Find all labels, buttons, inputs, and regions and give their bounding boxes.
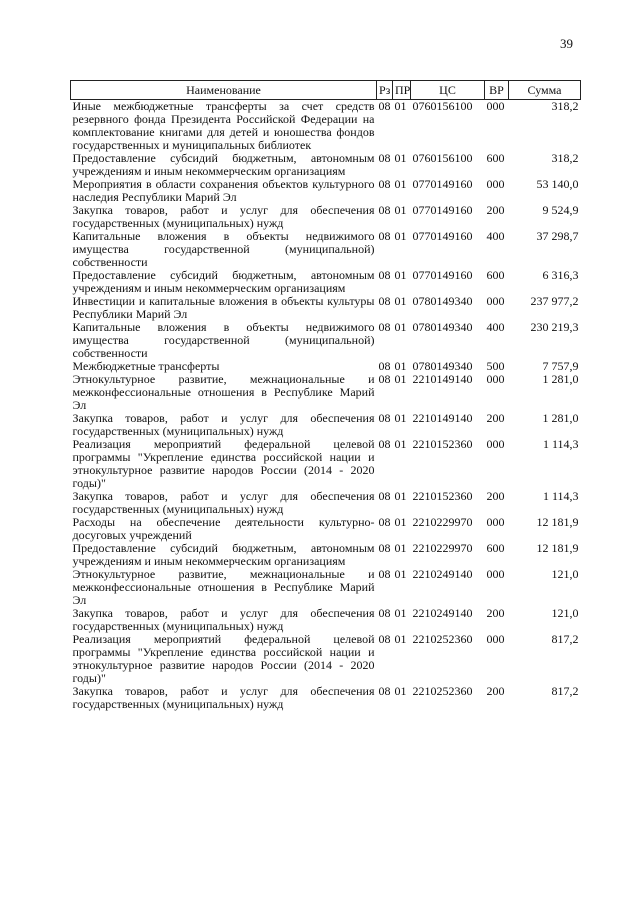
cell-name: Расходы на обеспечение деятельности культурно-досуговых учреждений bbox=[72, 515, 375, 542]
cell-cs: 2210152360 bbox=[412, 437, 473, 451]
cell-sum: 237 977,2 bbox=[530, 294, 579, 308]
cell-rz: 08 bbox=[378, 411, 391, 425]
cell-cs: 0770149160 bbox=[412, 268, 473, 282]
table-row bbox=[71, 321, 581, 360]
cell-vr: 600 bbox=[486, 541, 505, 555]
cell-vr: 000 bbox=[486, 437, 505, 451]
cell-sum: 1 114,3 bbox=[542, 437, 579, 451]
cell-sum: 318,2 bbox=[551, 151, 579, 165]
cell-name: Предоставление субсидий бюджетным, автономным учреждениям и иным некоммерческим организациям bbox=[72, 541, 375, 568]
table-row bbox=[71, 542, 581, 568]
cell-name: Инвестиции и капитальные вложения в объекты культуры Республики Марий Эл bbox=[72, 294, 375, 321]
cell-rz: 08 bbox=[378, 99, 391, 113]
cell-rz: 08 bbox=[378, 684, 391, 698]
cell-pr: 01 bbox=[394, 99, 407, 113]
cell-pr: 01 bbox=[394, 268, 407, 282]
header-pr: ПР bbox=[393, 81, 411, 100]
cell-rz: 08 bbox=[378, 294, 391, 308]
cell-pr: 01 bbox=[394, 684, 407, 698]
cell-sum: 817,2 bbox=[551, 632, 579, 646]
cell-cs: 0770149160 bbox=[412, 229, 473, 243]
cell-rz: 08 bbox=[378, 151, 391, 165]
cell-name: Закупка товаров, работ и услуг для обеспечения государственных (муниципальных) нужд bbox=[72, 411, 375, 438]
cell-rz: 08 bbox=[378, 567, 391, 581]
cell-pr: 01 bbox=[394, 229, 407, 243]
cell-name: Предоставление субсидий бюджетным, автономным учреждениям и иным некоммерческим организациям bbox=[72, 268, 375, 295]
page-number: 39 bbox=[560, 36, 573, 51]
cell-name: Закупка товаров, работ и услуг для обеспечения государственных (муниципальных) нужд bbox=[72, 489, 375, 516]
cell-vr: 600 bbox=[486, 268, 505, 282]
cell-vr: 000 bbox=[486, 294, 505, 308]
cell-name: Закупка товаров, работ и услуг для обеспечения государственных (муниципальных) нужд bbox=[72, 684, 375, 711]
cell-rz: 08 bbox=[378, 268, 391, 282]
cell-cs: 2210229970 bbox=[412, 515, 473, 529]
table-body bbox=[71, 100, 581, 712]
table-header-row bbox=[71, 81, 581, 100]
cell-sum: 121,0 bbox=[551, 606, 579, 620]
cell-cs: 2210149140 bbox=[412, 372, 473, 386]
cell-sum: 1 114,3 bbox=[542, 489, 579, 503]
cell-pr: 01 bbox=[394, 515, 407, 529]
cell-cs: 0780149340 bbox=[412, 294, 473, 308]
cell-pr: 01 bbox=[394, 541, 407, 555]
cell-vr: 200 bbox=[486, 489, 505, 503]
cell-vr: 400 bbox=[486, 320, 505, 334]
cell-vr: 600 bbox=[486, 151, 505, 165]
cell-cs: 2210252360 bbox=[412, 632, 473, 646]
cell-cs: 2210249140 bbox=[412, 606, 473, 620]
header-cs: ЦС bbox=[411, 81, 485, 100]
cell-cs: 0770149160 bbox=[412, 203, 473, 217]
cell-pr: 01 bbox=[394, 320, 407, 334]
cell-rz: 08 bbox=[378, 359, 391, 373]
header-name: Наименование bbox=[71, 81, 377, 100]
cell-rz: 08 bbox=[378, 606, 391, 620]
cell-pr: 01 bbox=[394, 372, 407, 386]
cell-pr: 01 bbox=[394, 567, 407, 581]
cell-sum: 817,2 bbox=[551, 684, 579, 698]
cell-pr: 01 bbox=[394, 437, 407, 451]
cell-cs: 0780149340 bbox=[412, 359, 473, 373]
table-row bbox=[71, 516, 581, 542]
cell-name: Этнокультурное развитие, межнациональные и межконфессиональные отношения в Республике Марий Эл bbox=[72, 372, 375, 412]
cell-rz: 08 bbox=[378, 541, 391, 555]
table-row bbox=[71, 295, 581, 321]
cell-pr: 01 bbox=[394, 294, 407, 308]
cell-name: Капитальные вложения в объекты недвижимого имущества государственной (муниципальной) собственности bbox=[72, 229, 375, 269]
cell-name: Закупка товаров, работ и услуг для обеспечения государственных (муниципальных) нужд bbox=[72, 203, 375, 230]
cell-cs: 2210152360 bbox=[412, 489, 473, 503]
cell-pr: 01 bbox=[394, 606, 407, 620]
cell-cs: 0780149340 bbox=[412, 320, 473, 334]
table-row bbox=[71, 204, 581, 230]
cell-sum: 1 281,0 bbox=[542, 372, 579, 386]
cell-name: Иные межбюджетные трансферты за счет средств резервного фонда Президента Российской Федерации на комплектование книгами для детей и юношества фондов государственных и муниципальных библиотек bbox=[72, 99, 375, 152]
cell-sum: 7 757,9 bbox=[542, 359, 579, 373]
cell-vr: 200 bbox=[486, 684, 505, 698]
cell-vr: 000 bbox=[486, 372, 505, 386]
budget-table bbox=[70, 80, 581, 711]
header-vr: ВР bbox=[485, 81, 509, 100]
cell-vr: 400 bbox=[486, 229, 505, 243]
table-row bbox=[71, 568, 581, 607]
table-row bbox=[71, 152, 581, 178]
table-row bbox=[71, 438, 581, 490]
table-row bbox=[71, 490, 581, 516]
cell-vr: 200 bbox=[486, 203, 505, 217]
cell-sum: 12 181,9 bbox=[536, 515, 579, 529]
cell-vr: 200 bbox=[486, 606, 505, 620]
cell-rz: 08 bbox=[378, 229, 391, 243]
cell-vr: 000 bbox=[486, 99, 505, 113]
cell-name: Мероприятия в области сохранения объектов культурного наследия Республики Марий Эл bbox=[72, 177, 375, 204]
cell-pr: 01 bbox=[394, 151, 407, 165]
table-row bbox=[71, 412, 581, 438]
cell-pr: 01 bbox=[394, 489, 407, 503]
cell-cs: 2210252360 bbox=[412, 684, 473, 698]
cell-pr: 01 bbox=[394, 632, 407, 646]
cell-sum: 1 281,0 bbox=[542, 411, 579, 425]
cell-name: Предоставление субсидий бюджетным, автономным учреждениям и иным некоммерческим организациям bbox=[72, 151, 375, 178]
cell-pr: 01 bbox=[394, 411, 407, 425]
header-sum: Сумма bbox=[509, 81, 581, 100]
cell-sum: 318,2 bbox=[551, 99, 579, 113]
cell-pr: 01 bbox=[394, 359, 407, 373]
cell-vr: 000 bbox=[486, 515, 505, 529]
cell-rz: 08 bbox=[378, 372, 391, 386]
cell-vr: 200 bbox=[486, 411, 505, 425]
cell-vr: 000 bbox=[486, 632, 505, 646]
cell-name: Закупка товаров, работ и услуг для обеспечения государственных (муниципальных) нужд bbox=[72, 606, 375, 633]
cell-rz: 08 bbox=[378, 203, 391, 217]
cell-cs: 2210149140 bbox=[412, 411, 473, 425]
cell-vr: 000 bbox=[486, 567, 505, 581]
cell-cs: 2210249140 bbox=[412, 567, 473, 581]
cell-sum: 12 181,9 bbox=[536, 541, 579, 555]
cell-rz: 08 bbox=[378, 177, 391, 191]
table-row bbox=[71, 607, 581, 633]
cell-sum: 37 298,7 bbox=[536, 229, 579, 243]
cell-sum: 230 219,3 bbox=[530, 320, 579, 334]
cell-sum: 121,0 bbox=[551, 567, 579, 581]
cell-rz: 08 bbox=[378, 515, 391, 529]
cell-name: Межбюджетные трансферты bbox=[72, 359, 220, 373]
cell-rz: 08 bbox=[378, 437, 391, 451]
cell-rz: 08 bbox=[378, 632, 391, 646]
cell-rz: 08 bbox=[378, 489, 391, 503]
cell-name: Этнокультурное развитие, межнациональные и межконфессиональные отношения в Республике Марий Эл bbox=[72, 567, 375, 607]
cell-name: Реализация мероприятий федеральной целевой программы "Укрепление единства российской нации и этнокультурное развитие народов России (2014 - 2020 годы)" bbox=[72, 437, 375, 490]
table-row bbox=[71, 178, 581, 204]
header-rz: Рз bbox=[377, 81, 393, 100]
cell-cs: 0760156100 bbox=[412, 151, 473, 165]
cell-pr: 01 bbox=[394, 177, 407, 191]
table-row bbox=[71, 373, 581, 412]
cell-cs: 0760156100 bbox=[412, 99, 473, 113]
cell-cs: 0770149160 bbox=[412, 177, 473, 191]
table-row bbox=[71, 269, 581, 295]
cell-rz: 08 bbox=[378, 320, 391, 334]
cell-name: Реализация мероприятий федеральной целевой программы "Укрепление единства российской нации и этнокультурное развитие народов России (2014 - 2020 годы)" bbox=[72, 632, 375, 685]
cell-vr: 500 bbox=[486, 359, 505, 373]
cell-pr: 01 bbox=[394, 203, 407, 217]
table-row bbox=[71, 633, 581, 685]
table-row bbox=[71, 230, 581, 269]
cell-vr: 000 bbox=[486, 177, 505, 191]
table-row bbox=[71, 685, 581, 711]
table-row bbox=[71, 100, 581, 153]
cell-sum: 9 524,9 bbox=[542, 203, 579, 217]
cell-name: Капитальные вложения в объекты недвижимого имущества государственной (муниципальной) собственности bbox=[72, 320, 375, 360]
cell-sum: 53 140,0 bbox=[536, 177, 579, 191]
cell-cs: 2210229970 bbox=[412, 541, 473, 555]
cell-sum: 6 316,3 bbox=[542, 268, 579, 282]
